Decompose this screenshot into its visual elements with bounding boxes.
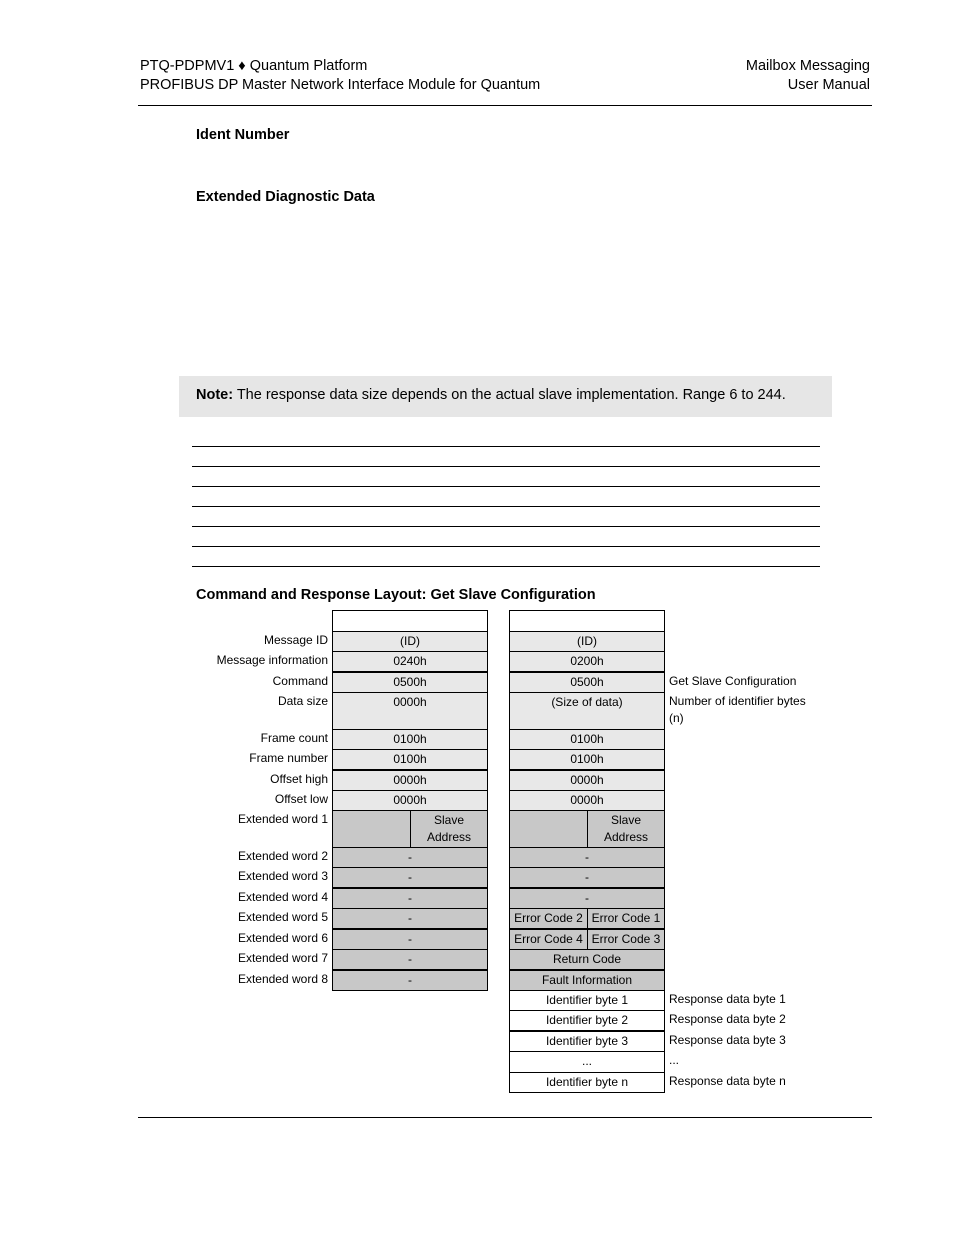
command-offset-high: 0000h	[332, 770, 488, 791]
desc-byte-1: Response data byte 1	[669, 992, 786, 1006]
response-offset-high: 0000h	[509, 770, 665, 791]
desc-data-size-line2: (n)	[669, 711, 684, 725]
command-ext8: -	[332, 970, 488, 991]
row-label-ext7: Extended word 7	[237, 951, 328, 965]
response-return-code: Return Code	[509, 949, 665, 970]
response-fault-information: Fault Information	[509, 970, 665, 991]
command-header-cell	[332, 610, 488, 632]
response-frame-count: 0100h	[509, 729, 665, 750]
ruled-line	[192, 526, 820, 527]
desc-byte-3: Response data byte 3	[669, 1033, 786, 1047]
manual-type: User Manual	[787, 77, 870, 93]
chapter-title: Mailbox Messaging	[745, 58, 870, 74]
document-header-right	[746, 57, 870, 95]
response-header-cell	[509, 610, 665, 632]
ruled-line	[192, 506, 820, 507]
row-label-ext3: Extended word 3	[237, 869, 328, 883]
footer-rule	[138, 1117, 872, 1118]
row-label-ext4: Extended word 4	[237, 890, 328, 904]
desc-data-size	[669, 693, 806, 727]
header-rule	[138, 105, 872, 106]
desc-byte-2: Response data byte 2	[669, 1012, 786, 1026]
response-ext2: -	[509, 847, 665, 868]
response-identifier-byte-1: Identifier byte 1	[509, 990, 665, 1011]
row-label-command: Command	[272, 674, 328, 688]
row-label-message-id: Message ID	[263, 633, 328, 647]
command-ext2: -	[332, 847, 488, 868]
product-title: PTQ-PDPMV1 ♦ Quantum Platform	[140, 58, 368, 74]
response-error-code-2: Error Code 2	[509, 908, 588, 929]
command-frame-count: 0100h	[332, 729, 488, 750]
command-ext5: -	[332, 908, 488, 929]
row-label-ext8: Extended word 8	[237, 972, 328, 986]
command-offset-low: 0000h	[332, 790, 488, 811]
layout-title: Command and Response Layout: Get Slave Configuration	[196, 587, 596, 603]
command-ext1-left	[332, 810, 411, 848]
response-ext4: -	[509, 888, 665, 909]
note-box	[179, 376, 832, 417]
row-label-frame-number: Frame number	[249, 751, 328, 765]
row-label-ext1: Extended word 1	[237, 812, 328, 826]
response-frame-number: 0100h	[509, 749, 665, 770]
desc-byte-n: Response data byte n	[669, 1074, 786, 1088]
command-ext3: -	[332, 867, 488, 888]
response-ext3: -	[509, 867, 665, 888]
response-message-info: 0200h	[509, 651, 665, 672]
row-label-offset-high: Offset high	[270, 772, 328, 786]
command-ext1-slave-address: Slave Address	[410, 810, 488, 848]
product-subtitle: PROFIBUS DP Master Network Interface Module for Quantum	[140, 77, 541, 93]
ruled-line	[192, 466, 820, 467]
command-message-info: 0240h	[332, 651, 488, 672]
row-label-data-size: Data size	[277, 694, 328, 708]
response-error-code-1: Error Code 1	[587, 908, 665, 929]
response-offset-low: 0000h	[509, 790, 665, 811]
extended-diag-heading: Extended Diagnostic Data	[196, 189, 375, 205]
command-ext7: -	[332, 949, 488, 970]
row-label-offset-low: Offset low	[274, 792, 328, 806]
row-label-ext2: Extended word 2	[237, 849, 328, 863]
command-ext4: -	[332, 888, 488, 909]
note-text: The response data size depends on the actual slave implementation. Range 6 to 244.	[233, 387, 786, 403]
response-command: 0500h	[509, 672, 665, 693]
command-message-id: (ID)	[332, 631, 488, 652]
response-identifier-byte-n: Identifier byte n	[509, 1072, 665, 1093]
response-error-code-4: Error Code 4	[509, 929, 588, 950]
document-header-left	[140, 57, 540, 95]
response-identifier-dots: ...	[509, 1051, 665, 1073]
desc-dots: ...	[669, 1053, 680, 1067]
response-ext1-slave-address: Slave Address	[587, 810, 665, 848]
row-label-message-info: Message information	[216, 653, 328, 667]
response-message-id: (ID)	[509, 631, 665, 652]
ruled-line	[192, 446, 820, 447]
ruled-line	[192, 546, 820, 547]
response-error-code-3: Error Code 3	[587, 929, 665, 950]
response-ext1-left	[509, 810, 588, 848]
command-command: 0500h	[332, 672, 488, 693]
row-label-frame-count: Frame count	[260, 731, 328, 745]
desc-command: Get Slave Configuration	[669, 674, 797, 688]
row-label-ext6: Extended word 6	[237, 931, 328, 945]
response-identifier-byte-2: Identifier byte 2	[509, 1010, 665, 1031]
ruled-line	[192, 566, 820, 567]
command-ext6: -	[332, 929, 488, 950]
command-frame-number: 0100h	[332, 749, 488, 770]
ruled-line	[192, 486, 820, 487]
response-identifier-byte-3: Identifier byte 3	[509, 1031, 665, 1052]
desc-data-size-line1: Number of identifier bytes	[669, 694, 806, 708]
ident-number-heading: Ident Number	[196, 127, 290, 143]
row-label-ext5: Extended word 5	[237, 910, 328, 924]
note-label: Note:	[196, 387, 234, 403]
command-data-size: 0000h	[332, 692, 488, 730]
response-data-size: (Size of data)	[509, 692, 665, 730]
